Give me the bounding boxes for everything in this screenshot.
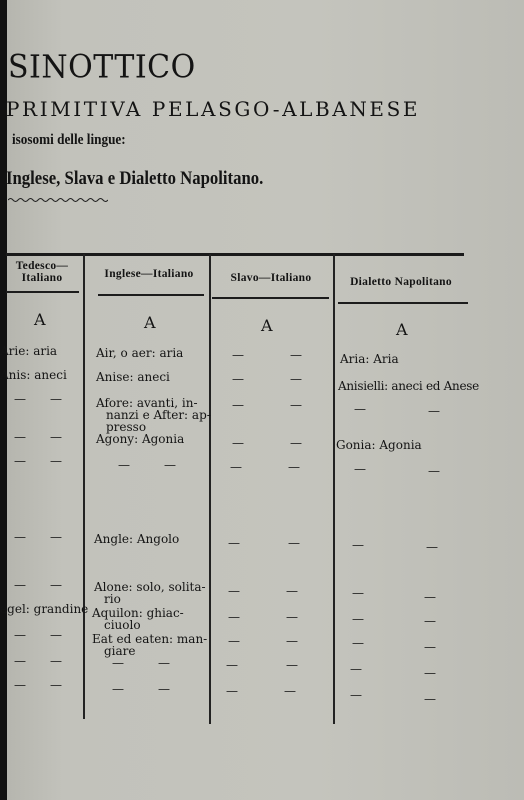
dash: — [14, 678, 26, 692]
entry-napolitano-anisielli: Anisielli: aneci ed Anese [338, 379, 479, 393]
entry-inglese-alone-2: rio [104, 592, 121, 606]
entry-inglese-afore-2: nanzi e After: ap- [106, 408, 211, 422]
entry-inglese-agony: Agony: Agonia [96, 432, 185, 446]
dash: — [350, 688, 362, 702]
entry-inglese-angle: Angle: Angolo [94, 532, 180, 546]
dash: — [428, 464, 440, 478]
dash: — [286, 610, 298, 624]
header-rule-4 [338, 302, 468, 304]
dash: — [228, 610, 240, 624]
dash: — [284, 684, 296, 698]
entry-napolitano-gonia: Gonia: Agonia [336, 438, 422, 452]
dash: — [226, 658, 238, 672]
dash: — [290, 372, 302, 386]
column-divider-1 [83, 254, 85, 719]
dash: — [164, 458, 176, 472]
decorative-wavy-rule [8, 196, 108, 204]
column-header-tedesco: Tedesco—Italiano [15, 260, 69, 284]
dash: — [14, 578, 26, 592]
dash: — [352, 538, 364, 552]
dash: — [50, 678, 62, 692]
dash: — [50, 654, 62, 668]
heading-line-isosomi: isosomi delle lingue: [12, 132, 126, 148]
entry-napolitano-aria: Aria: Aria [340, 352, 399, 366]
entry-inglese-eat-1: Eat ed eaten: man- [92, 632, 208, 646]
column-header-inglese: Inglese—Italiano [104, 268, 194, 280]
dash: — [50, 628, 62, 642]
entry-inglese-aquilon-2: ciuolo [104, 618, 141, 632]
header-rule-3 [212, 297, 329, 299]
table-top-rule [6, 253, 464, 256]
page-subtitle: PRIMITIVA PELASGO-ALBANESE [6, 97, 421, 121]
section-letter-inglese: A [144, 313, 156, 332]
column-divider-3 [333, 254, 335, 724]
dash: — [286, 584, 298, 598]
entry-tedesco-aria: Arie: aria [0, 344, 58, 358]
dash: — [290, 436, 302, 450]
dash: — [118, 458, 130, 472]
dash: — [228, 536, 240, 550]
dash: — [232, 348, 244, 362]
column-header-dialetto: Dialetto Napolitano [350, 276, 452, 288]
dash: — [14, 392, 26, 406]
dash: — [50, 578, 62, 592]
dash: — [50, 430, 62, 444]
dash: — [424, 590, 436, 604]
dash: — [226, 684, 238, 698]
column-divider-2 [209, 254, 211, 724]
dash: — [50, 530, 62, 544]
dash: — [428, 404, 440, 418]
dash: — [14, 654, 26, 668]
heading-line-languages: Inglese, Slava e Dialetto Napolitano. [6, 168, 264, 189]
dash: — [354, 402, 366, 416]
entry-tedesco-hagel: agel: grandine [0, 602, 89, 616]
dash: — [350, 662, 362, 676]
dash: — [288, 536, 300, 550]
dash: — [424, 666, 436, 680]
section-letter-dialetto: A [396, 320, 408, 339]
dash: — [230, 460, 242, 474]
dash: — [158, 682, 170, 696]
dash: — [228, 634, 240, 648]
dash: — [14, 628, 26, 642]
column-header-slavo: Slavo—Italiano [230, 272, 312, 284]
dash: — [50, 454, 62, 468]
dash: — [426, 540, 438, 554]
dash: — [352, 586, 364, 600]
dash: — [112, 682, 124, 696]
dash: — [232, 436, 244, 450]
dash: — [354, 462, 366, 476]
dash: — [288, 460, 300, 474]
page-title: SINOTTICO [8, 49, 196, 86]
entry-inglese-eat-2: giare [104, 644, 136, 658]
dash: — [286, 658, 298, 672]
entry-inglese-afore-1: Afore: avanti, in- [96, 396, 198, 410]
entry-inglese-alone-1: Alone: solo, solita- [94, 580, 206, 594]
dash: — [158, 656, 170, 670]
dash: — [228, 584, 240, 598]
entry-inglese-afore-3: presso [106, 420, 147, 434]
section-letter-tedesco: A [34, 310, 46, 329]
dash: — [232, 398, 244, 412]
dash: — [112, 656, 124, 670]
dash: — [286, 634, 298, 648]
entry-inglese-air: Air, o aer: aria [96, 346, 184, 360]
dash: — [14, 454, 26, 468]
header-rule-2 [98, 294, 204, 296]
dash: — [424, 692, 436, 706]
dash: — [290, 348, 302, 362]
dash: — [424, 614, 436, 628]
dash: — [14, 530, 26, 544]
dash: — [14, 430, 26, 444]
dash: — [50, 392, 62, 406]
entry-inglese-aquilon-1: Aquilon: ghiac- [92, 606, 184, 620]
dash: — [352, 612, 364, 626]
header-rule-1 [6, 291, 79, 293]
dash: — [290, 398, 302, 412]
section-letter-slavo: A [261, 316, 273, 335]
dash: — [424, 640, 436, 654]
entry-inglese-anise: Anise: aneci [96, 370, 170, 384]
dash: — [232, 372, 244, 386]
dash: — [352, 636, 364, 650]
entry-tedesco-anis: Anis: aneci [0, 368, 67, 382]
